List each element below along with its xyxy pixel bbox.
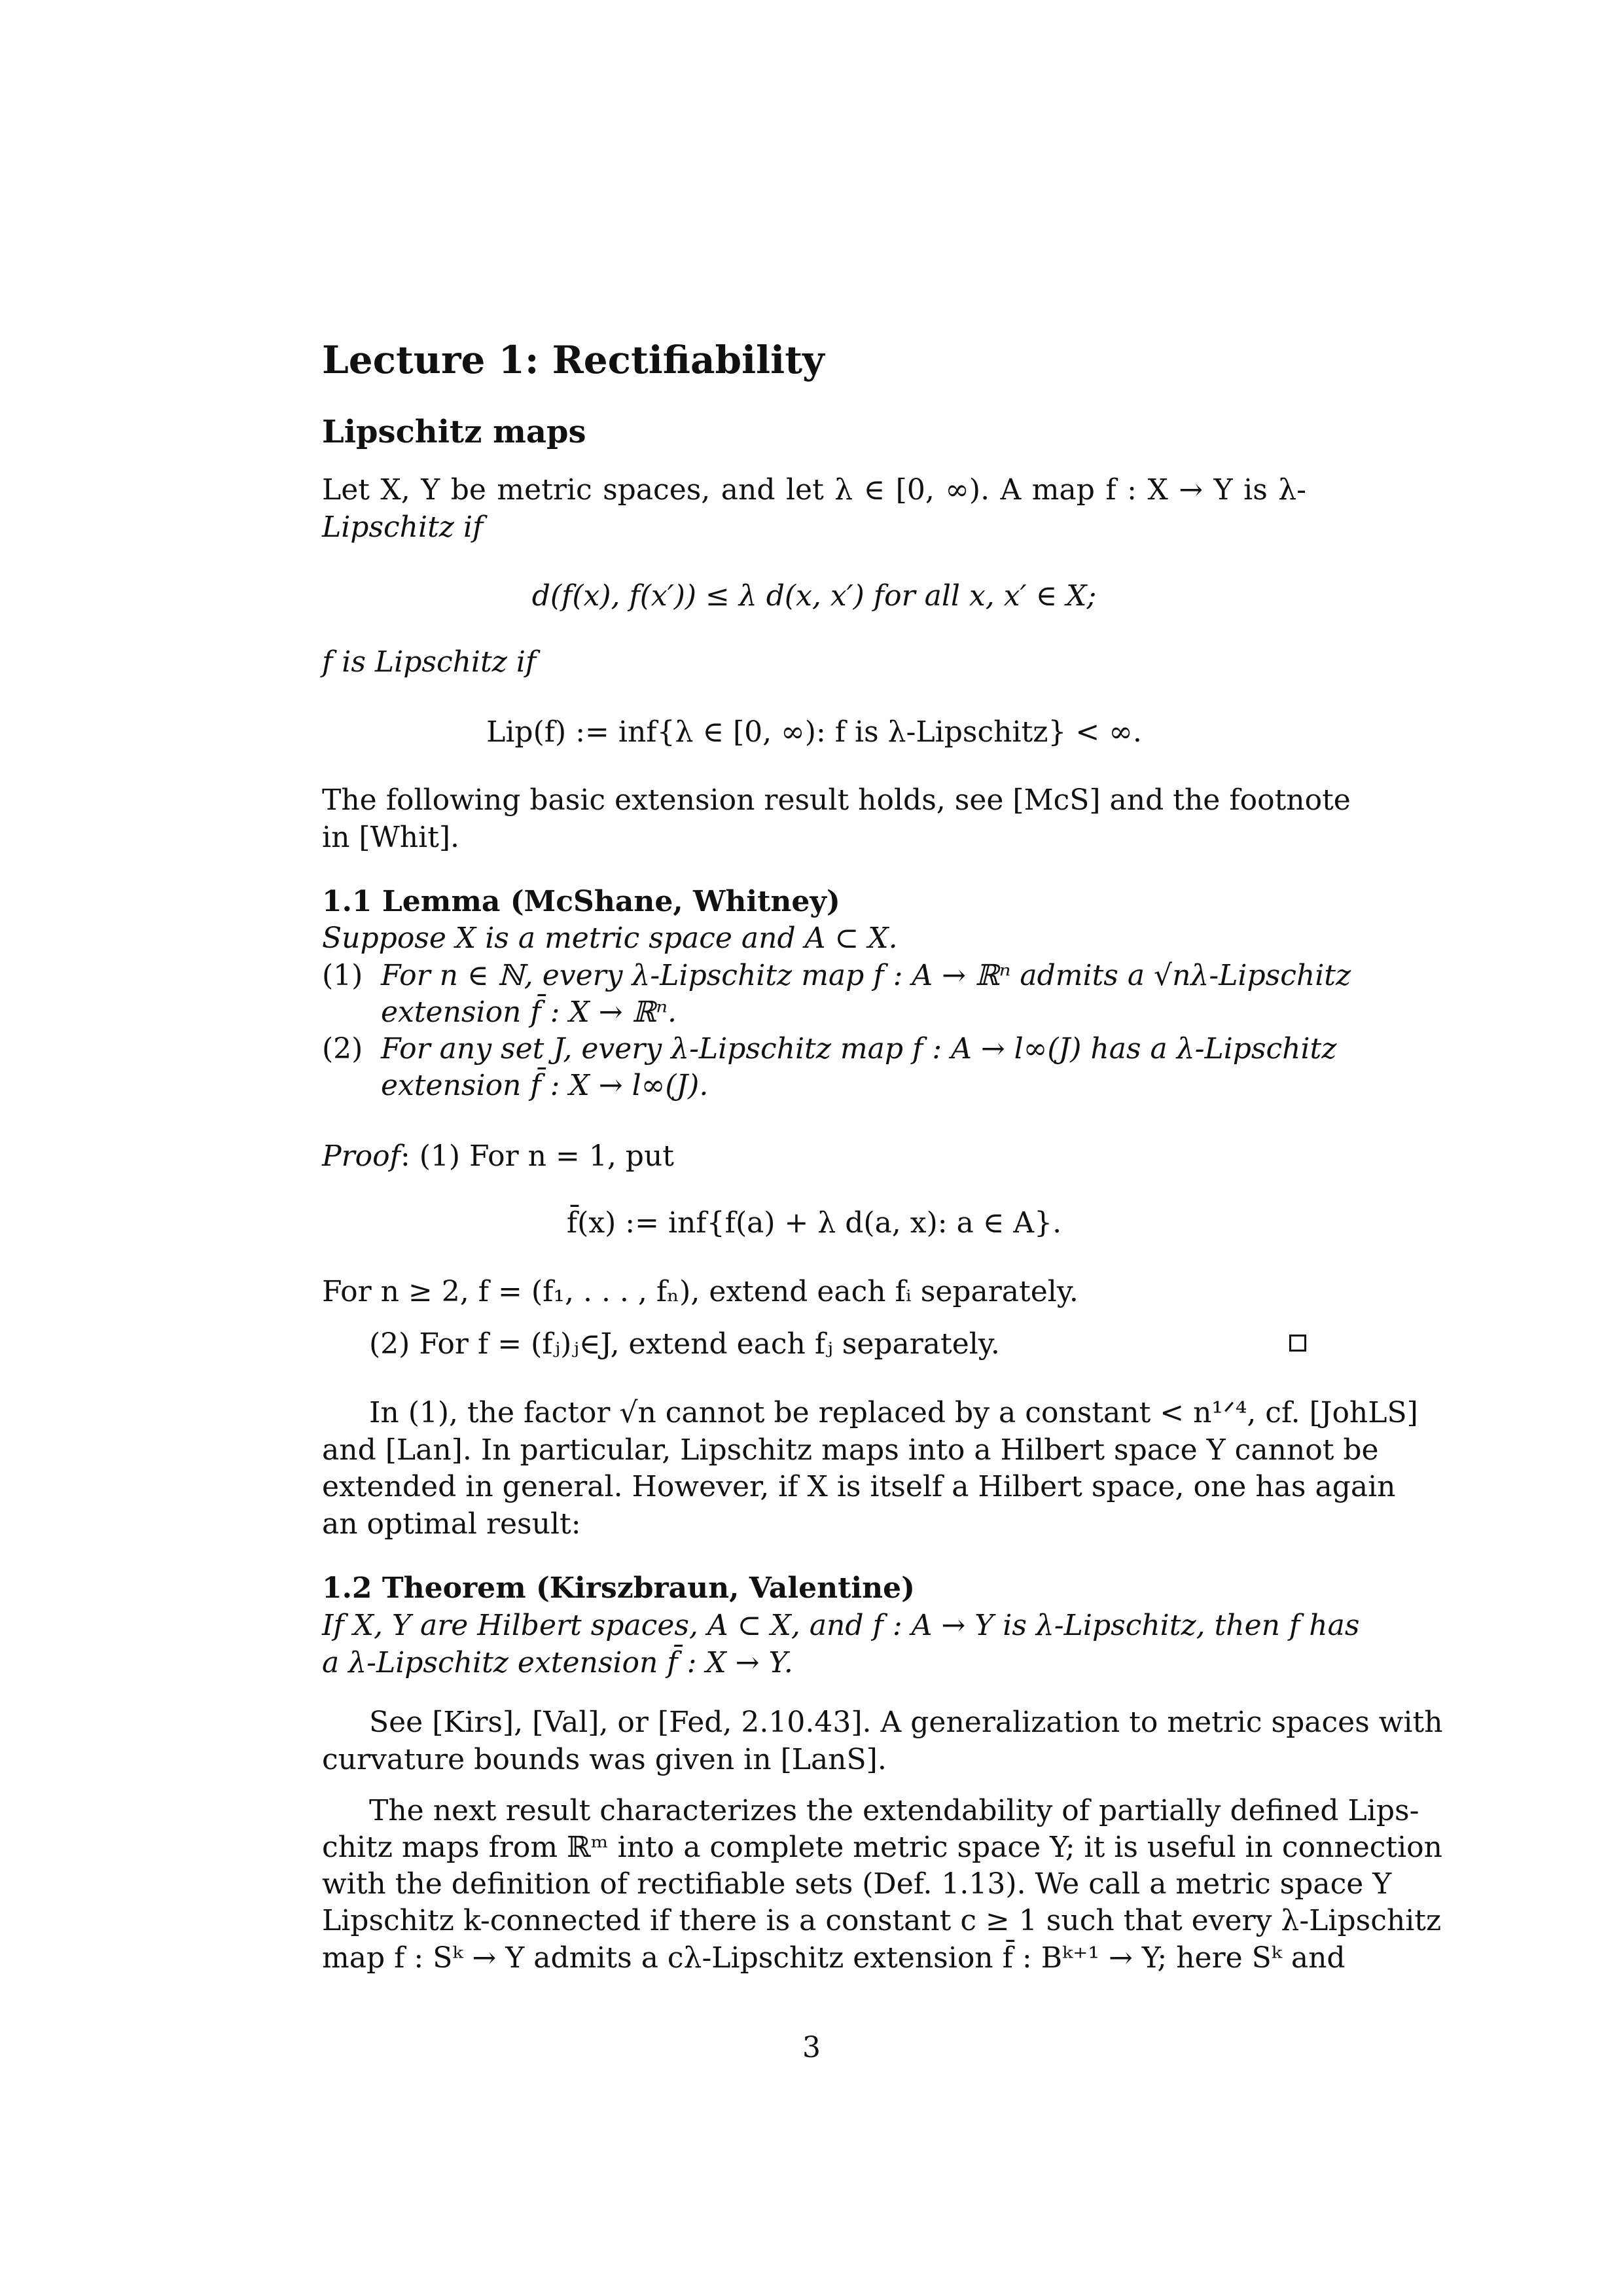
lemma-item-2: [322, 1030, 1337, 1068]
proof-text: (2) For f = (fⱼ)ⱼ∈J, extend each fⱼ separately.: [369, 1327, 1000, 1361]
paragraph-line: Let X, Y be metric spaces, and let λ ∈ [0, ∞). A map f : X → Y is λ-: [322, 473, 1306, 507]
lemma-item-2-cont: extension f̄ : X → l∞(J).: [381, 1069, 709, 1102]
page-number: 3: [802, 2031, 821, 2064]
paragraph-line: and [Lan]. In particular, Lipschitz maps into a Hilbert space Y cannot be: [322, 1433, 1379, 1467]
paragraph-line: In (1), the factor √n cannot be replaced by a constant < n¹ᐟ⁴, cf. [JohLS]: [369, 1396, 1418, 1429]
paragraph-line: For n ≥ 2, f = (f₁, . . . , fₙ), extend each fᵢ separately.: [322, 1275, 1079, 1308]
paragraph-line: f is Lipschitz if: [322, 645, 537, 679]
paragraph-line: map f : Sᵏ → Y admits a cλ-Lipschitz extension f̄ : Bᵏ⁺¹ → Y; here Sᵏ and: [322, 1941, 1346, 1975]
item-text: For any set J, every λ-Lipschitz map f : A → l∞(J) has a λ-Lipschitz: [381, 1032, 1337, 1066]
paragraph-line: Lipschitz if: [322, 511, 484, 544]
paragraph-line: in [Whit].: [322, 821, 460, 854]
display-equation: Lip(f) := inf{λ ∈ [0, ∞): f is λ-Lipschitz} < ∞.: [486, 715, 1142, 749]
paragraph-line: chitz maps from ℝᵐ into a complete metric space Y; it is useful in connection: [322, 1831, 1443, 1864]
proof-start: [322, 1138, 1306, 1175]
paragraph-line: with the definition of rectifiable sets (Def. 1.13). We call a metric space Y: [322, 1867, 1392, 1901]
theorem-title: 1.2 Theorem (Kirszbraun, Valentine): [322, 1571, 915, 1605]
proof-text: : (1) For n = 1, put: [400, 1139, 674, 1173]
lemma-item-1: [322, 957, 1351, 995]
proof-last-line: [322, 1325, 1306, 1363]
paragraph-line: an optimal result:: [322, 1507, 581, 1541]
display-equation: d(f(x), f(x′)) ≤ λ d(x, x′) for all x, x′ ∈ X;: [531, 579, 1097, 613]
paragraph-line: extended in general. However, if X is itself a Hilbert space, one has again: [322, 1470, 1396, 1503]
lemma-statement: Suppose X is a metric space and A ⊂ X.: [322, 922, 898, 955]
paragraph-line: The following basic extension result holds, see [McS] and the footnote: [322, 783, 1351, 817]
item-text: For n ∈ ℕ, every λ-Lipschitz map f : A → ℝⁿ admits a √nλ-Lipschitz: [381, 959, 1351, 992]
lecture-title: Lecture 1: Rectifiability: [322, 338, 825, 382]
paragraph-line: The next result characterizes the extendability of partially defined Lips-: [369, 1794, 1419, 1827]
item-number: (1): [322, 959, 363, 992]
section-title: Lipschitz maps: [322, 414, 586, 450]
lemma-item-1-cont: extension f̄ : X → ℝⁿ.: [381, 996, 677, 1029]
theorem-statement: If X, Y are Hilbert spaces, A ⊂ X, and f : A → Y is λ-Lipschitz, then f has: [322, 1609, 1360, 1642]
item-number: (2): [322, 1032, 363, 1066]
paragraph-line: See [Kirs], [Val], or [Fed, 2.10.43]. A generalization to metric spaces with: [369, 1706, 1443, 1739]
theorem-statement: a λ-Lipschitz extension f̄ : X → Y.: [322, 1646, 793, 1679]
proof-label: Proof: [322, 1139, 401, 1173]
paragraph-line: curvature bounds was given in [LanS].: [322, 1743, 887, 1776]
qed-square-icon: [1289, 1335, 1306, 1352]
lemma-title: 1.1 Lemma (McShane, Whitney): [322, 885, 840, 918]
display-equation: f̄(x) := inf{f(a) + λ d(a, x): a ∈ A}.: [566, 1206, 1062, 1240]
paragraph-line: Lipschitz k-connected if there is a constant c ≥ 1 such that every λ-Lipschitz: [322, 1904, 1442, 1937]
